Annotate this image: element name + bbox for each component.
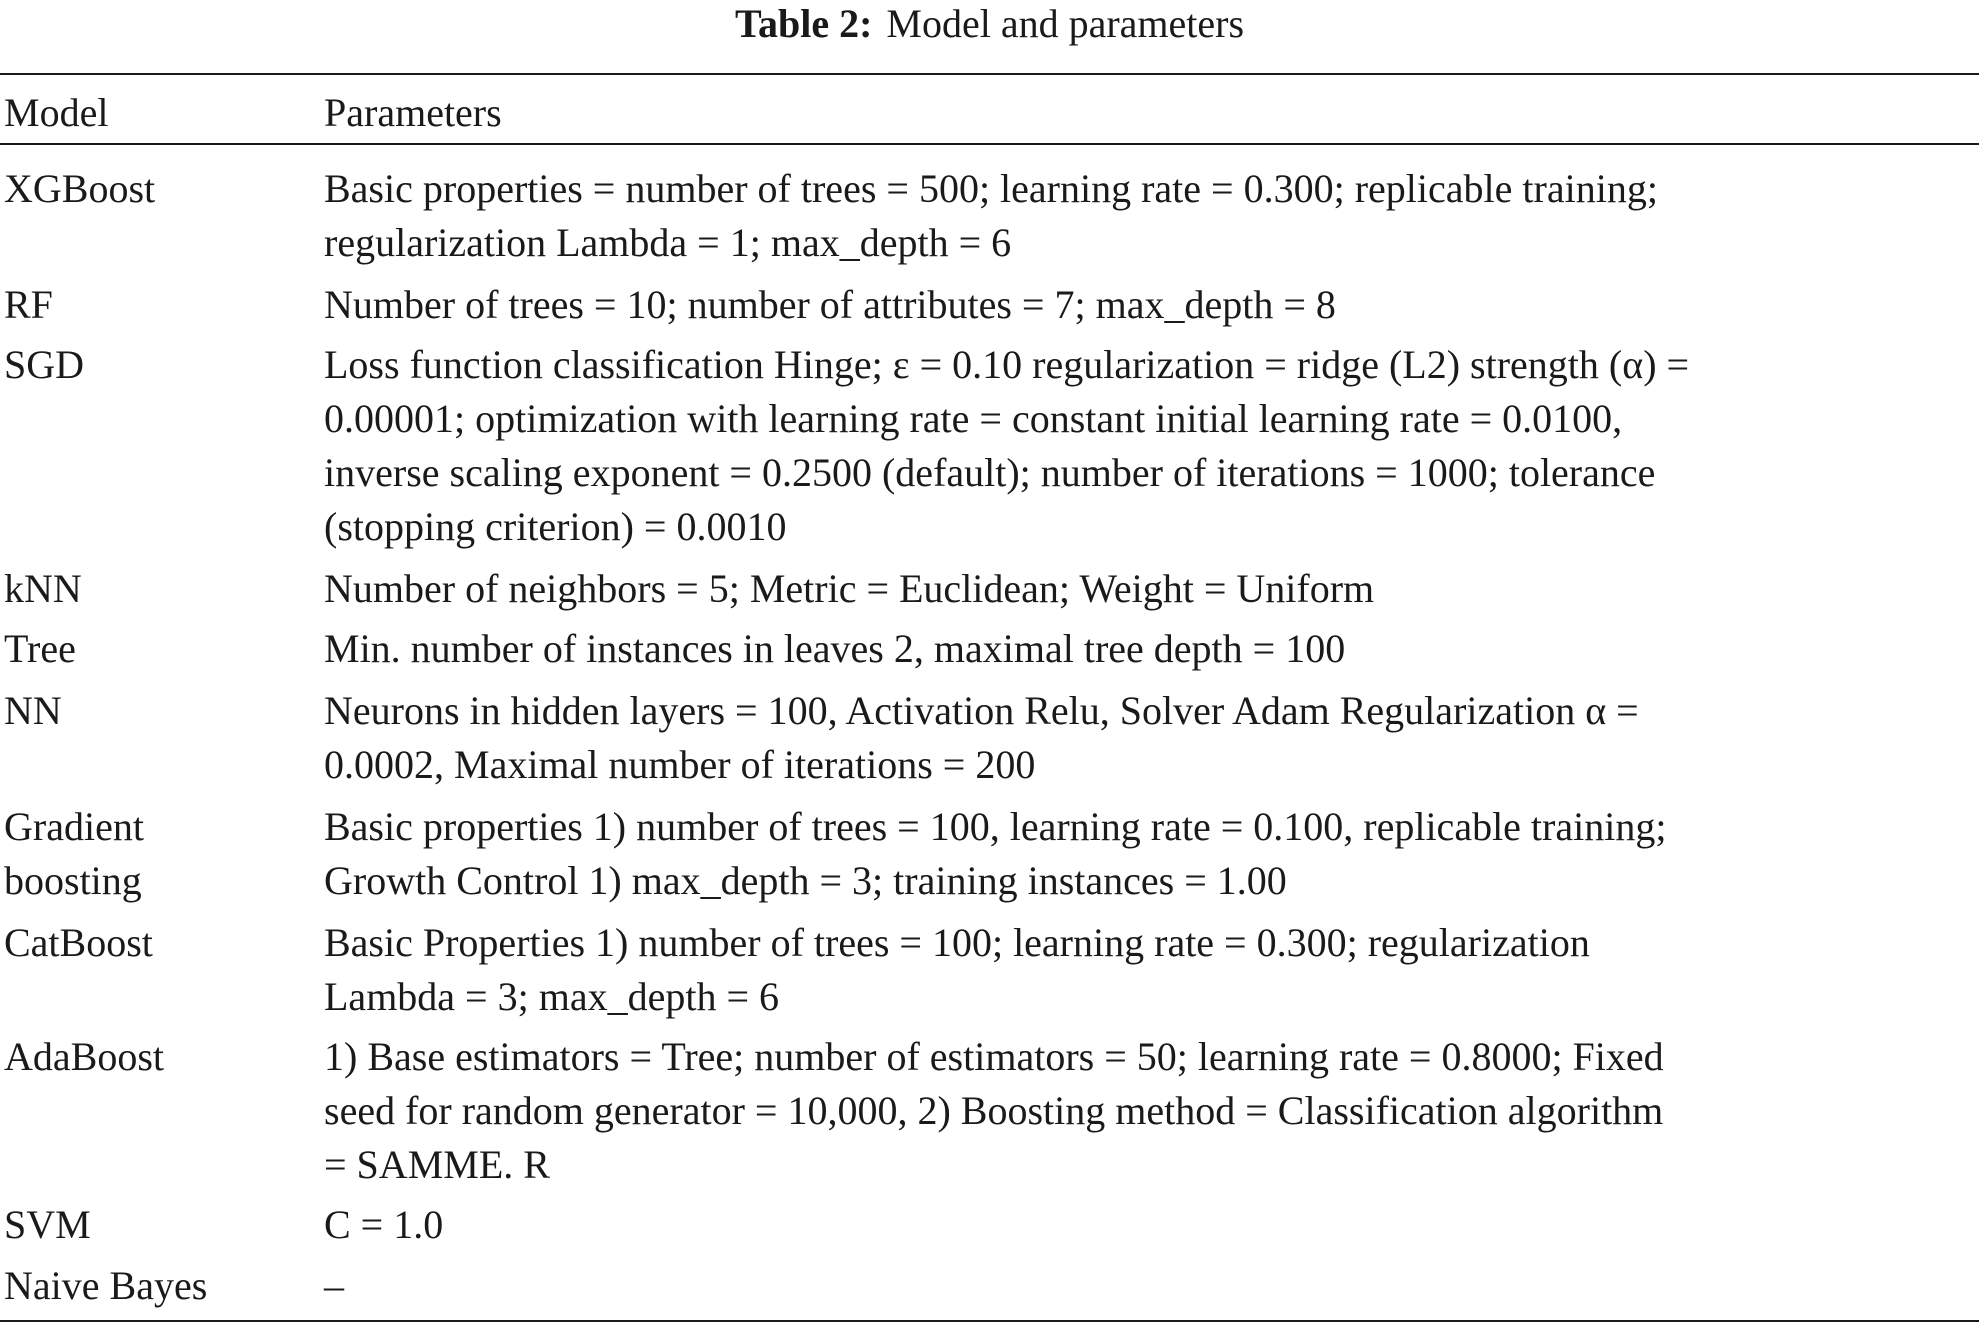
parameters-line: Basic properties = number of trees = 500; learning rate = 0.300; replicable training; — [324, 166, 1658, 211]
parameters-line: 0.0002, Maximal number of iterations = 200 — [324, 742, 1036, 787]
parameters-cell — [324, 684, 1974, 792]
parameters-line: Growth Control 1) max_depth = 3; training instances = 1.00 — [324, 858, 1287, 903]
parameters-line: regularization Lambda = 1; max_depth = 6 — [324, 220, 1012, 265]
parameters-cell — [324, 622, 1974, 676]
table-caption-title: Model and parameters — [886, 1, 1245, 46]
model-cell — [4, 684, 304, 738]
model-cell — [4, 1030, 304, 1084]
parameters-line: 0.00001; optimization with learning rate = constant initial learning rate = 0.0100, — [324, 396, 1623, 441]
parameters-line: – — [324, 1263, 344, 1308]
parameters-line: seed for random generator = 10,000, 2) Boosting method = Classification algorithm — [324, 1088, 1664, 1133]
parameters-line: Lambda = 3; max_depth = 6 — [324, 974, 780, 1019]
model-name: AdaBoost — [4, 1034, 164, 1079]
parameters-line: Number of trees = 10; number of attributes = 7; max_depth = 8 — [324, 282, 1336, 327]
parameters-cell — [324, 1198, 1974, 1252]
model-cell — [4, 916, 304, 970]
parameters-cell — [324, 1259, 1974, 1313]
parameters-line: Basic Properties 1) number of trees = 100; learning rate = 0.300; regularization — [324, 920, 1590, 965]
model-name: NN — [4, 688, 62, 733]
parameters-cell — [324, 800, 1974, 908]
parameters-line: Number of neighbors = 5; Metric = Euclidean; Weight = Uniform — [324, 566, 1375, 611]
model-cell — [4, 162, 304, 216]
parameters-line: Loss function classification Hinge; ε = 0.10 regularization = ridge (L2) strength (α) = — [324, 342, 1690, 387]
model-name: boosting — [4, 858, 142, 903]
parameters-line: 1) Base estimators = Tree; number of estimators = 50; learning rate = 0.8000; Fixed — [324, 1034, 1664, 1079]
model-cell — [4, 562, 304, 616]
column-header-parameters: Parameters — [324, 90, 502, 135]
parameters-line: C = 1.0 — [324, 1202, 444, 1247]
model-cell — [4, 338, 304, 392]
model-cell — [4, 622, 304, 676]
model-name: kNN — [4, 566, 82, 611]
bottom-rule — [0, 1320, 1979, 1322]
table-caption — [0, 0, 1979, 48]
top-rule — [0, 73, 1979, 75]
model-name: RF — [4, 282, 53, 327]
model-name: Tree — [4, 626, 76, 671]
parameters-cell — [324, 1030, 1974, 1192]
model-cell — [4, 1259, 304, 1313]
column-header-model: Model — [4, 90, 109, 135]
model-cell — [4, 800, 304, 908]
model-name: SVM — [4, 1202, 91, 1247]
parameters-line: (stopping criterion) = 0.0010 — [324, 504, 787, 549]
parameters-cell — [324, 278, 1974, 332]
table-caption-label: Table 2: — [734, 1, 873, 46]
parameters-cell — [324, 162, 1974, 270]
parameters-cell — [324, 916, 1974, 1024]
parameters-line: Basic properties 1) number of trees = 100, learning rate = 0.100, replicable training; — [324, 804, 1667, 849]
parameters-cell — [324, 338, 1974, 554]
parameters-line: Neurons in hidden layers = 100, Activation Relu, Solver Adam Regularization α = — [324, 688, 1639, 733]
model-name: CatBoost — [4, 920, 153, 965]
model-name: SGD — [4, 342, 85, 387]
parameters-line: inverse scaling exponent = 0.2500 (default); number of iterations = 1000; tolerance — [324, 450, 1656, 495]
model-cell — [4, 1198, 304, 1252]
model-cell — [4, 278, 304, 332]
parameters-line: = SAMME. R — [324, 1142, 550, 1187]
parameters-cell — [324, 562, 1974, 616]
model-name: Naive Bayes — [4, 1263, 208, 1308]
header-rule — [0, 143, 1979, 145]
model-name: XGBoost — [4, 166, 156, 211]
parameters-line: Min. number of instances in leaves 2, maximal tree depth = 100 — [324, 626, 1346, 671]
model-name: Gradient — [4, 804, 144, 849]
